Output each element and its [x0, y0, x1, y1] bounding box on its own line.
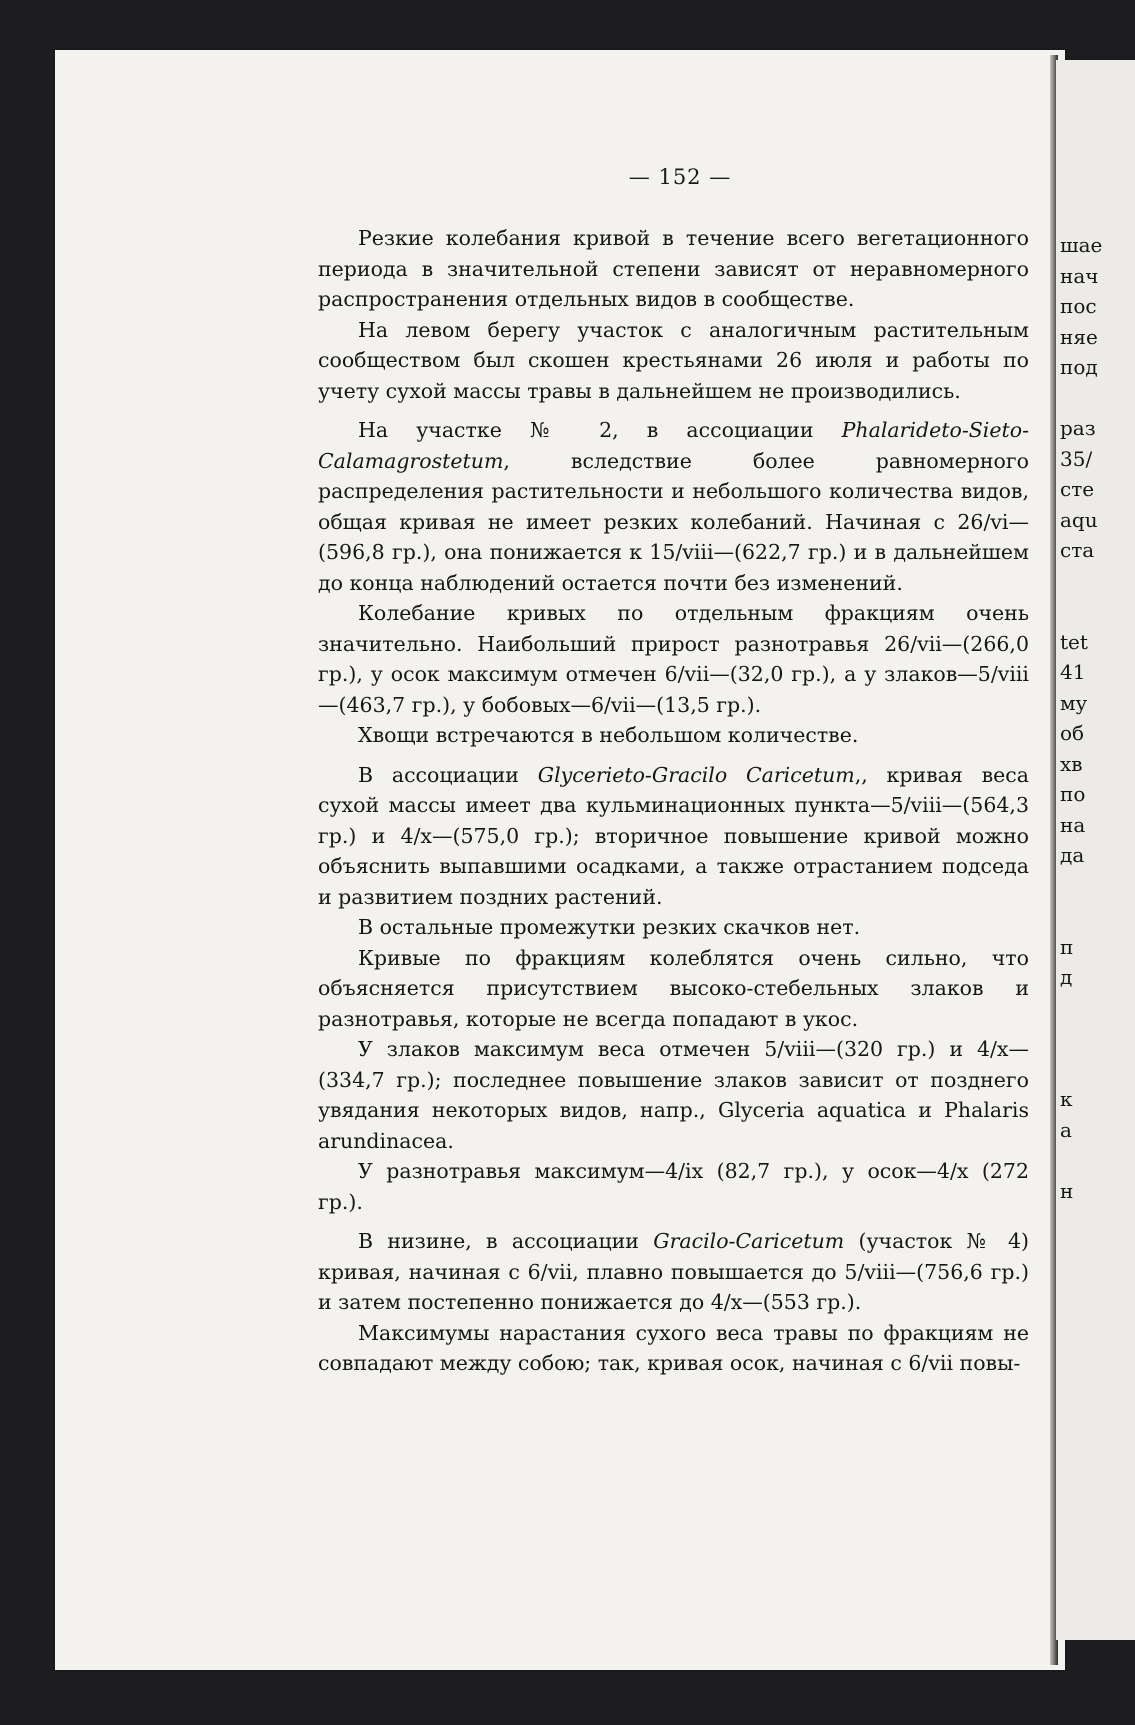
adjacent-page-line: сте: [1060, 477, 1095, 501]
adjacent-page-line: 35/: [1060, 446, 1093, 471]
adjacent-page-line: на: [1060, 812, 1086, 837]
adjacent-page-line: [1060, 1054, 1135, 1085]
adjacent-page-line: шае: [1060, 233, 1103, 257]
paragraph-text: В низине, в ассоциации: [358, 1229, 654, 1253]
paragraph: Резкие колебания кривой в течение всего вегетационного периода в значительной степени зависят от неравномерного распространения отдельных видов в сообществе.: [318, 226, 1029, 311]
adjacent-page-line: об: [1060, 721, 1085, 745]
adjacent-page-line: tet: [1060, 629, 1088, 654]
paragraph: У разнотравья максимум—4/ix (82,7 гр.), у осок—4/x (272 гр.).: [318, 1159, 1029, 1214]
paragraph: [318, 760, 1029, 913]
adjacent-page-line: пос: [1060, 294, 1097, 318]
page-number: — 152 —: [628, 165, 732, 189]
adjacent-page-line: [1060, 1023, 1135, 1054]
adjacent-page-line: п: [1060, 934, 1074, 959]
adjacent-page-line: няе: [1060, 324, 1098, 349]
adjacent-page-line: по: [1060, 782, 1086, 806]
latin-association-name: Glycerieto-Gracilo Caricetum: [537, 762, 855, 787]
paragraph: Кривые по фракциям колеблятся очень сильно, что объясняется присутствием высоко-стебельных злаков и разнотравья, которые не всегда попадают в укос.: [318, 945, 1029, 1031]
paragraph-text: ,, кривая веса сухой массы имеет два кульминационных пункта—5/viii—(564,3 гр.) и 4/x—(575,0 гр.); вторичное повышение кривой можно объяснить выпавшими осадками, а также отрастанием подседа и развитием поздних растений.: [318, 762, 1029, 909]
paragraph: На левом берегу участок с аналогичным растительным сообществом был скошен крестьянами 26 июля и работы по учету сухой массы травы в дальнейшем не производились.: [318, 317, 1029, 403]
paragraph: [318, 1226, 1029, 1318]
adjacent-page-line: под: [1060, 355, 1098, 379]
adjacent-page-line: н: [1060, 1178, 1074, 1203]
adjacent-page-line: [1060, 566, 1135, 597]
body-text: [318, 223, 1029, 1379]
adjacent-page-line: 41: [1060, 660, 1086, 684]
paragraph: Максимумы нарастания сухого веса травы по фракциям не совпадают между собою; так, кривая осок, начиная с 6/vii повы-: [318, 1320, 1029, 1375]
paragraph: Колебание кривых по отдельным фракциям очень значительно. Наибольший прирост разнотравья 26/vii—(266,0 гр.), у осок максимум отмечен 6/vii—(32,0 гр.), а у злаков—5/viii—(463,7 гр.), у бобовых—6/vii—(13,5 гр.).: [318, 601, 1029, 717]
adjacent-page-edge: [1056, 60, 1135, 1640]
paragraph: Хвощи встречаются в небольшом количестве.: [358, 723, 859, 747]
adjacent-page-line: раз: [1060, 416, 1096, 440]
adjacent-page-line: [1060, 383, 1135, 414]
adjacent-page-line: ста: [1060, 538, 1095, 562]
adjacent-page-line: [1060, 901, 1135, 932]
adjacent-page-line: му: [1060, 690, 1088, 715]
paragraph-text: , вследствие более равномерного распределения растительности и небольшого количества видов, общая кривая не имеет резких колебаний. Начиная с 26/vi—(596,8 гр.), она понижается к 15/viii—(622,7 гр.) и в дальнейшем до конца наблюдений остается почти без изменений.: [318, 448, 1029, 595]
latin-association-name: Gracilo-Caricetum: [653, 1229, 845, 1253]
adjacent-page-line: к: [1060, 1087, 1073, 1111]
paragraph-text: На участке № 2, в ассоциации: [358, 418, 842, 442]
adjacent-page-line: [1060, 871, 1135, 902]
adjacent-page-text: [1060, 230, 1135, 1206]
adjacent-page-line: а: [1060, 1117, 1072, 1142]
paragraph-text: В ассоциации: [358, 762, 538, 787]
adjacent-page-line: [1060, 993, 1135, 1024]
paragraph-text: (участок № 4) кривая, начиная с 6/vii, плавно повышается до 5/viii—(756,6 гр.) и затем постепенно понижается до 4/x—(553 гр.).: [318, 1229, 1029, 1314]
adjacent-page-line: д: [1060, 965, 1073, 989]
adjacent-page-line: хв: [1060, 751, 1083, 776]
latin-association-name: Phalarideto-Sieto-Calamagrostetum: [318, 418, 1029, 473]
adjacent-page-line: да: [1060, 843, 1085, 867]
adjacent-page-line: [1060, 1145, 1135, 1176]
paragraph: [318, 415, 1029, 598]
paragraph: У злаков максимум веса отмечен 5/viii—(320 гр.) и 4/x—(334,7 гр.); последнее повышение злаков зависит от позднего увядания некоторых видов, напр., Glyceria aquatica и Phalaris arundinacea.: [318, 1037, 1029, 1153]
adjacent-page-line: aqu: [1060, 507, 1098, 532]
paragraph: В остальные промежутки резких скачков нет.: [358, 915, 861, 939]
adjacent-page-line: нач: [1060, 263, 1099, 288]
adjacent-page-line: [1060, 596, 1135, 627]
